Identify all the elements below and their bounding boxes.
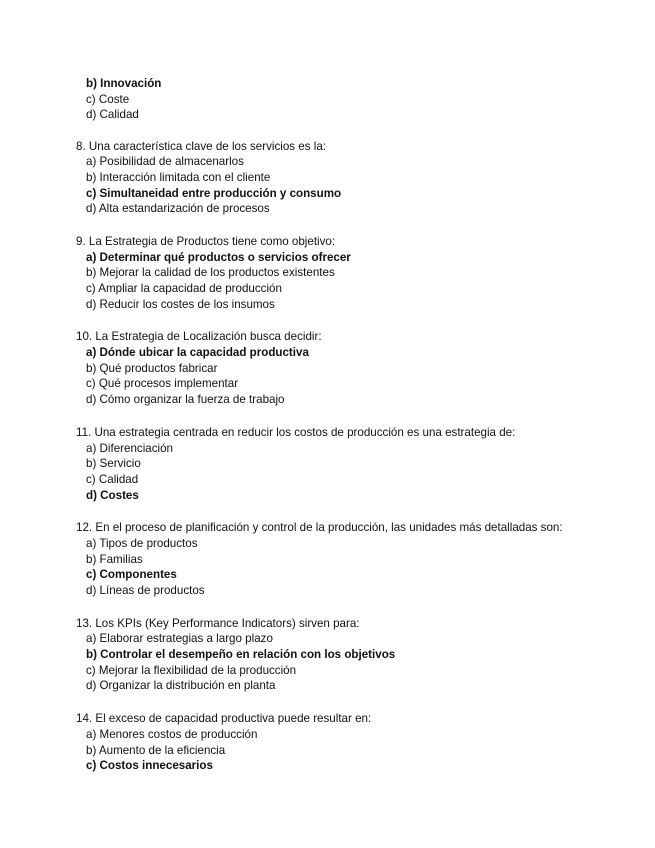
- question-text: 13. Los KPIs (Key Performance Indicators) sirven para:: [76, 616, 360, 630]
- answer-option: a) Menores costos de producción: [86, 727, 258, 741]
- answer-option: c) Mejorar la flexibilidad de la producción: [86, 663, 297, 677]
- question-block: [76, 616, 636, 694]
- correct-answer-option: b) Innovación: [86, 77, 162, 90]
- answer-option: a) Diferenciación: [86, 441, 173, 455]
- question-block: [76, 234, 636, 312]
- question-block: [76, 425, 636, 503]
- question-block: [76, 711, 636, 774]
- answer-option: a) Posibilidad de almacenarlos: [86, 155, 244, 169]
- correct-answer-option: d) Costes: [86, 488, 139, 502]
- answer-option: d) Cómo organizar la fuerza de trabajo: [86, 393, 285, 407]
- question-block: [76, 520, 636, 598]
- question-block: [76, 329, 636, 407]
- question-list: [76, 139, 636, 791]
- answer-option: b) Mejorar la calidad de los productos existentes: [86, 266, 335, 280]
- answer-option: b) Aumento de la eficiencia: [86, 743, 226, 757]
- correct-answer-option: c) Componentes: [86, 568, 177, 582]
- continued-question-options: [76, 76, 161, 123]
- answer-option: d) Organizar la distribución en planta: [86, 679, 276, 693]
- question-text: 10. La Estrategia de Localización busca decidir:: [76, 330, 322, 344]
- answer-option: d) Reducir los costes de los insumos: [86, 297, 275, 311]
- question-text: 8. Una característica clave de los servicios es la:: [76, 139, 327, 153]
- answer-option: a) Tipos de productos: [86, 536, 198, 550]
- question-block: [76, 139, 636, 217]
- correct-answer-option: c) Simultaneidad entre producción y consumo: [86, 186, 342, 200]
- answer-option: d) Calidad: [86, 108, 139, 122]
- answer-option: c) Ampliar la capacidad de producción: [86, 282, 282, 295]
- correct-answer-option: a) Determinar qué productos o servicios ofrecer: [86, 250, 351, 264]
- question-text: 14. El exceso de capacidad productiva puede resultar en:: [76, 712, 372, 726]
- answer-option: d) Alta estandarización de procesos: [86, 202, 270, 216]
- correct-answer-option: b) Controlar el desempeño en relación con los objetivos: [86, 648, 396, 662]
- answer-option: c) Qué procesos implementar: [86, 377, 239, 391]
- answer-option: b) Qué productos fabricar: [86, 361, 218, 375]
- question-text: 9. La Estrategia de Productos tiene como objetivo:: [76, 234, 336, 248]
- answer-option: d) Líneas de productos: [86, 584, 205, 597]
- question-text: 12. En el proceso de planificación y control de la producción, las unidades más detalladas son:: [76, 521, 563, 535]
- answer-option: b) Familias: [86, 552, 143, 566]
- question-text: 11. Una estrategia centrada en reducir los costos de producción es una estrategia de:: [76, 425, 516, 439]
- answer-option: b) Interacción limitada con el cliente: [86, 170, 271, 184]
- answer-option: a) Elaborar estrategias a largo plazo: [86, 632, 273, 646]
- answer-option: c) Calidad: [86, 472, 139, 486]
- correct-answer-option: a) Dónde ubicar la capacidad productiva: [86, 346, 309, 360]
- correct-answer-option: c) Costos innecesarios: [86, 759, 213, 773]
- answer-option: b) Servicio: [86, 457, 141, 471]
- answer-option: c) Coste: [86, 92, 130, 106]
